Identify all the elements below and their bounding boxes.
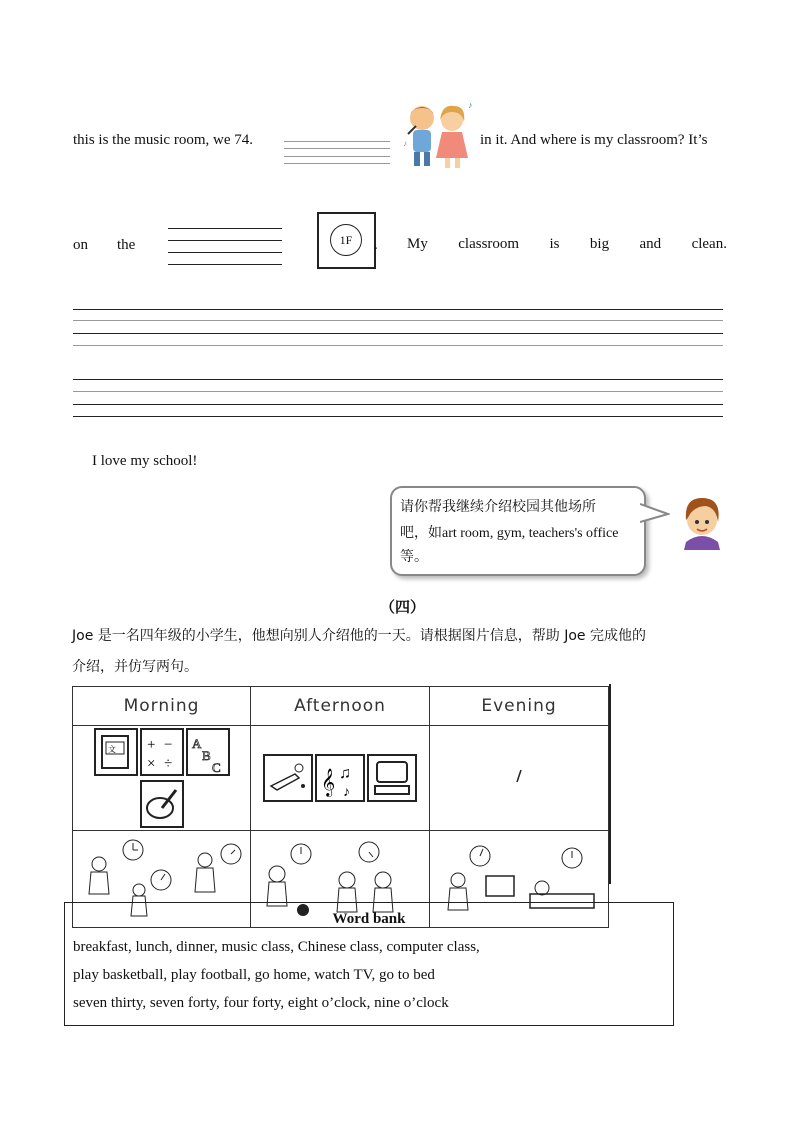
evening-activity-cell [430, 726, 609, 831]
art-palette-icon [140, 780, 184, 828]
word-is: is [549, 236, 560, 252]
svg-text:文: 文 [107, 745, 116, 754]
header-afternoon: Afternoon [251, 687, 430, 726]
svg-text:𝄞: 𝄞 [321, 770, 336, 796]
word-clean: clean. [691, 236, 727, 252]
abc-letters-icon [186, 728, 230, 776]
morning-subjects-cell [73, 726, 251, 831]
svg-text:♪: ♪ [468, 100, 473, 110]
svg-text:×: × [146, 756, 155, 772]
period: . [374, 237, 378, 253]
paragraph-line-1: this is the music room, we 74. [73, 132, 253, 148]
svg-text:−: − [163, 737, 172, 753]
instruction-line-2: 介绍，并仿写两句。 [72, 659, 198, 675]
computer-icon [367, 754, 417, 802]
svg-text:♪: ♪ [403, 139, 407, 148]
svg-text:♪: ♪ [343, 785, 350, 800]
header-morning: Morning [73, 687, 251, 726]
word-and: and [639, 236, 662, 252]
bubble-line-3: 等。 [400, 549, 428, 565]
svg-text:B: B [201, 748, 211, 763]
bubble-line-1: 请你帮我继续介绍校园其他场所 [400, 499, 596, 515]
paragraph-line-1-tail: in it. And where is my classroom? It’s [480, 132, 708, 148]
floor-label: 1F [330, 224, 362, 256]
boy-avatar [678, 492, 726, 550]
instruction-line-1: Joe 是一名四年级的小学生，他想向别人介绍他的一天。请根据图片信息，帮助 Joe 完成他的 [72, 628, 646, 644]
svg-text:÷: ÷ [163, 756, 172, 772]
svg-text:+: + [146, 737, 155, 753]
pencil-mark-icon [509, 766, 529, 786]
header-evening: Evening [430, 687, 609, 726]
word-big: big [589, 236, 610, 252]
space-rocket-icon [263, 754, 313, 802]
music-notes-icon [315, 754, 365, 802]
bubble-pointer [640, 502, 670, 524]
word-bank-line-2: play basketball, play football, go home, watch TV, go to bed [73, 967, 435, 983]
word-classroom: classroom [458, 236, 520, 252]
word-the: the [117, 237, 136, 253]
svg-text:A: A [191, 736, 201, 751]
schedule-table [72, 686, 609, 928]
book-icon [94, 728, 138, 776]
table-right-edge [609, 684, 612, 884]
floor-sign-box [317, 212, 376, 269]
svg-text:♫: ♫ [339, 765, 351, 782]
math-symbols-icon [140, 728, 184, 776]
closing-sentence: I love my school! [92, 453, 198, 469]
paragraph-line-2-tail [407, 236, 727, 253]
speech-bubble [390, 486, 646, 576]
word-bank-line-1: breakfast, lunch, dinner, music class, Chinese class, computer class, [73, 939, 480, 955]
bubble-line-2: 吧，如art room, gym, teachers's office [400, 525, 619, 541]
singing-children-illustration [400, 100, 476, 172]
section-number: （四） [380, 598, 426, 616]
word-bank-title: Word bank [332, 911, 406, 927]
word-on: on [73, 237, 88, 253]
word-bank-line-3: seven thirty, seven forty, four forty, eight o’clock, nine o’clock [73, 995, 449, 1011]
svg-text:C: C [211, 760, 221, 774]
word-bank-box [64, 902, 674, 1026]
word-my: My [407, 236, 428, 252]
afternoon-activities-cell [251, 726, 430, 831]
